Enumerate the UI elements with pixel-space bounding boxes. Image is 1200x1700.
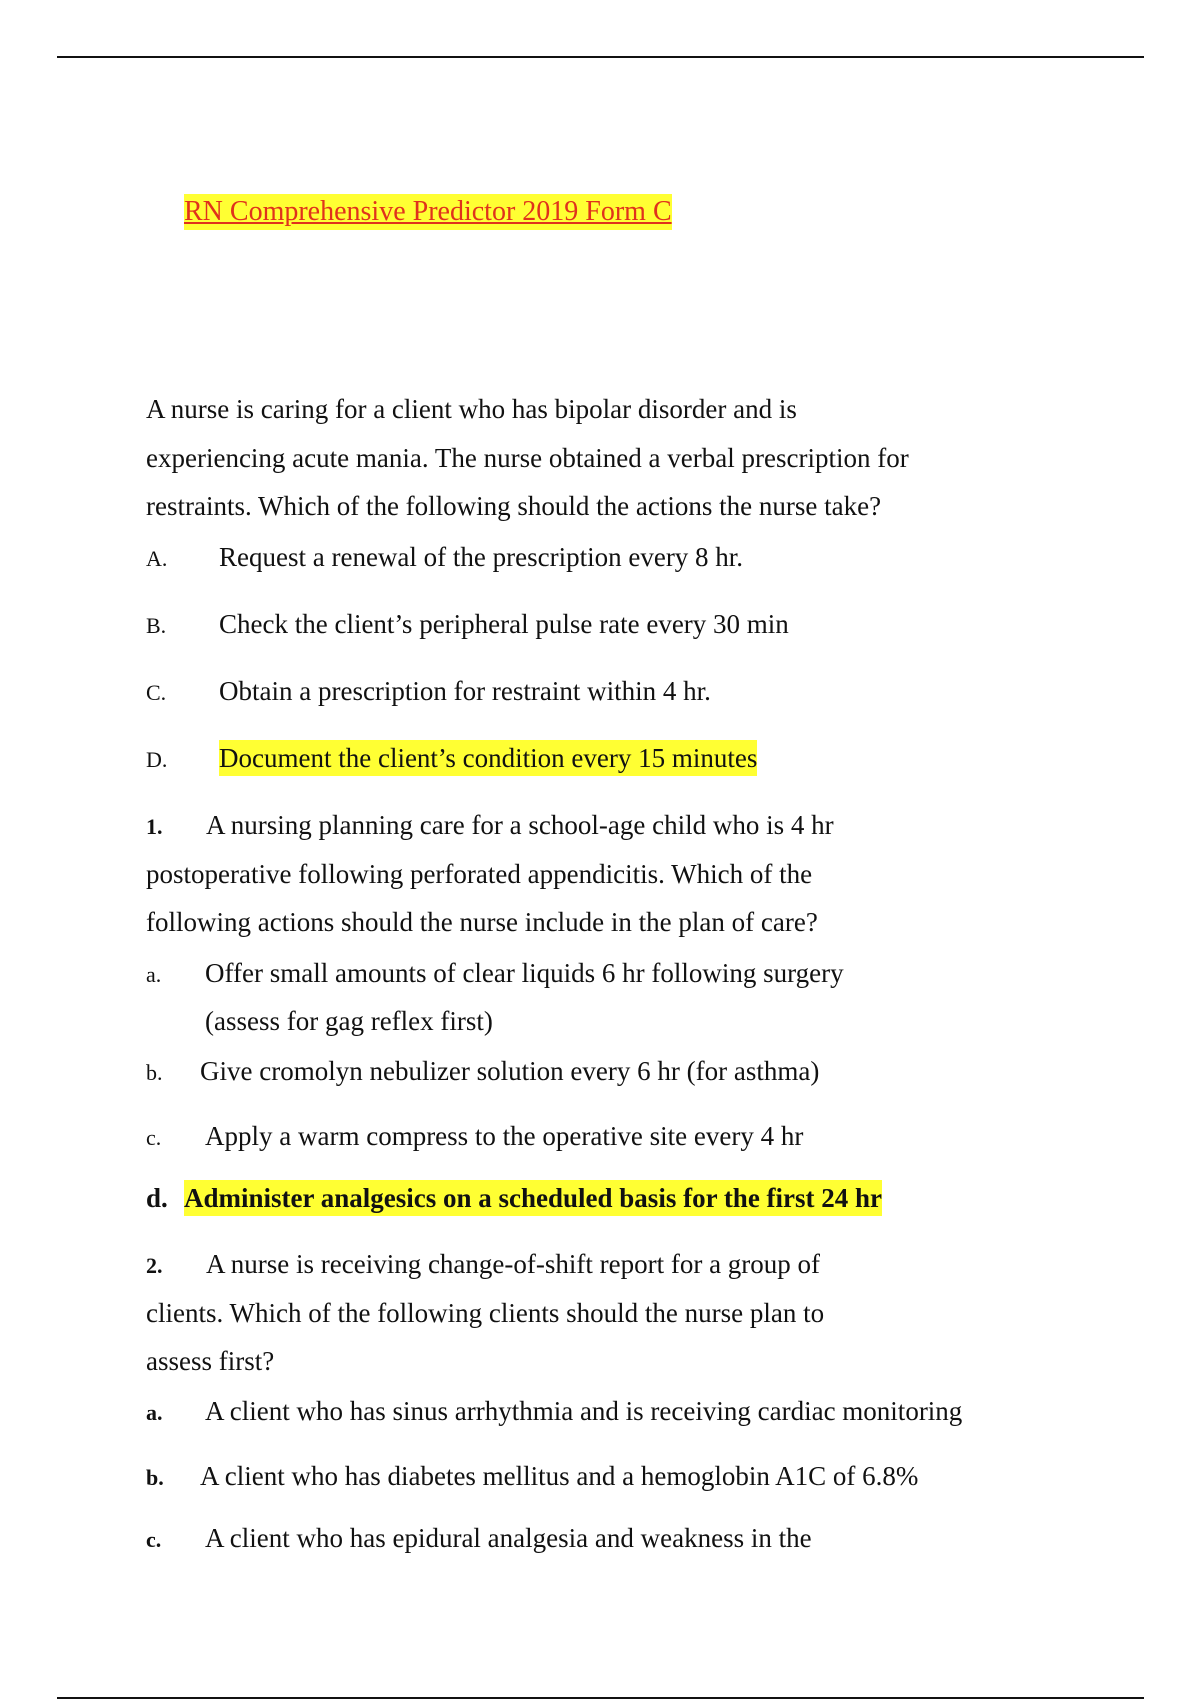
- question-number: 1.: [146, 814, 163, 839]
- intro-option-a: [146, 539, 744, 577]
- q2-option-c: [146, 1520, 812, 1558]
- document-title: RN Comprehensive Predictor 2019 Form C: [184, 194, 672, 230]
- option-text: (assess for gag reflex first): [205, 1006, 493, 1036]
- intro-question-text: [146, 385, 1136, 531]
- question-line: assess first?: [146, 1346, 275, 1376]
- intro-question-line: A nurse is caring for a client who has bipolar disorder and is: [146, 394, 797, 424]
- option-label: a.: [146, 1400, 163, 1425]
- option-text-highlighted: Document the client’s condition every 15 minutes: [219, 740, 757, 776]
- option-text: Offer small amounts of clear liquids 6 hr following surgery: [205, 958, 844, 988]
- option-label: D.: [146, 747, 168, 772]
- q1-option-a-continued: [146, 1003, 493, 1041]
- bottom-rule: [57, 1697, 1144, 1699]
- question-line: postoperative following perforated appendicitis. Which of the: [146, 858, 813, 889]
- question-line: [146, 801, 1136, 850]
- question-line: following actions should the nurse include in the plan of care?: [146, 907, 818, 937]
- option-text: Request a renewal of the prescription every 8 hr.: [219, 542, 744, 572]
- option-text: A client who has diabetes mellitus and a hemoglobin A1C of 6.8%: [200, 1461, 919, 1491]
- question-number: 2.: [146, 1253, 163, 1278]
- intro-option-d: [146, 740, 758, 778]
- q1-option-a: [146, 955, 844, 993]
- q2-option-b: [146, 1458, 919, 1496]
- option-label: a.: [146, 962, 162, 987]
- intro-question-line: experiencing acute mania. The nurse obtained a verbal prescription for: [146, 442, 909, 473]
- option-text: Check the client’s peripheral pulse rate every 30 min: [219, 609, 789, 639]
- question-line: [146, 1240, 1136, 1289]
- option-text: Apply a warm compress to the operative site every 4 hr: [205, 1121, 804, 1151]
- option-text: A client who has sinus arrhythmia and is receiving cardiac monitoring: [205, 1396, 963, 1426]
- option-label: d.: [146, 1183, 168, 1213]
- question-line: clients. Which of the following clients should the nurse plan to: [146, 1297, 825, 1328]
- option-text: Obtain a prescription for restraint within 4 hr.: [219, 676, 711, 706]
- intro-option-b: [146, 606, 789, 644]
- question-2-text: [146, 1240, 1136, 1386]
- option-text-highlighted: Administer analgesics on a scheduled basis for the first 24 hr: [184, 1180, 882, 1216]
- option-label: B.: [146, 613, 167, 638]
- option-label: b.: [146, 1465, 164, 1490]
- q1-option-d: [146, 1180, 883, 1216]
- question-1-text: [146, 801, 1136, 947]
- option-label: C.: [146, 680, 167, 705]
- q2-option-a: [146, 1393, 963, 1431]
- intro-question-line: restraints. Which of the following should the actions the nurse take?: [146, 491, 882, 521]
- option-text: Give cromolyn nebulizer solution every 6 hr (for asthma): [200, 1056, 820, 1086]
- option-label: b.: [146, 1060, 163, 1085]
- option-text: A client who has epidural analgesia and weakness in the: [205, 1523, 812, 1553]
- q1-option-c: [146, 1118, 804, 1156]
- intro-option-c: [146, 673, 711, 711]
- question-line-text: A nurse is receiving change-of-shift report for a group of: [206, 1249, 821, 1279]
- question-line-text: A nursing planning care for a school-age child who is 4 hr: [206, 810, 834, 840]
- q1-option-b: [146, 1053, 820, 1091]
- top-rule: [57, 56, 1144, 58]
- option-label: A.: [146, 546, 168, 571]
- option-label: c.: [146, 1527, 162, 1552]
- option-label: c.: [146, 1125, 162, 1150]
